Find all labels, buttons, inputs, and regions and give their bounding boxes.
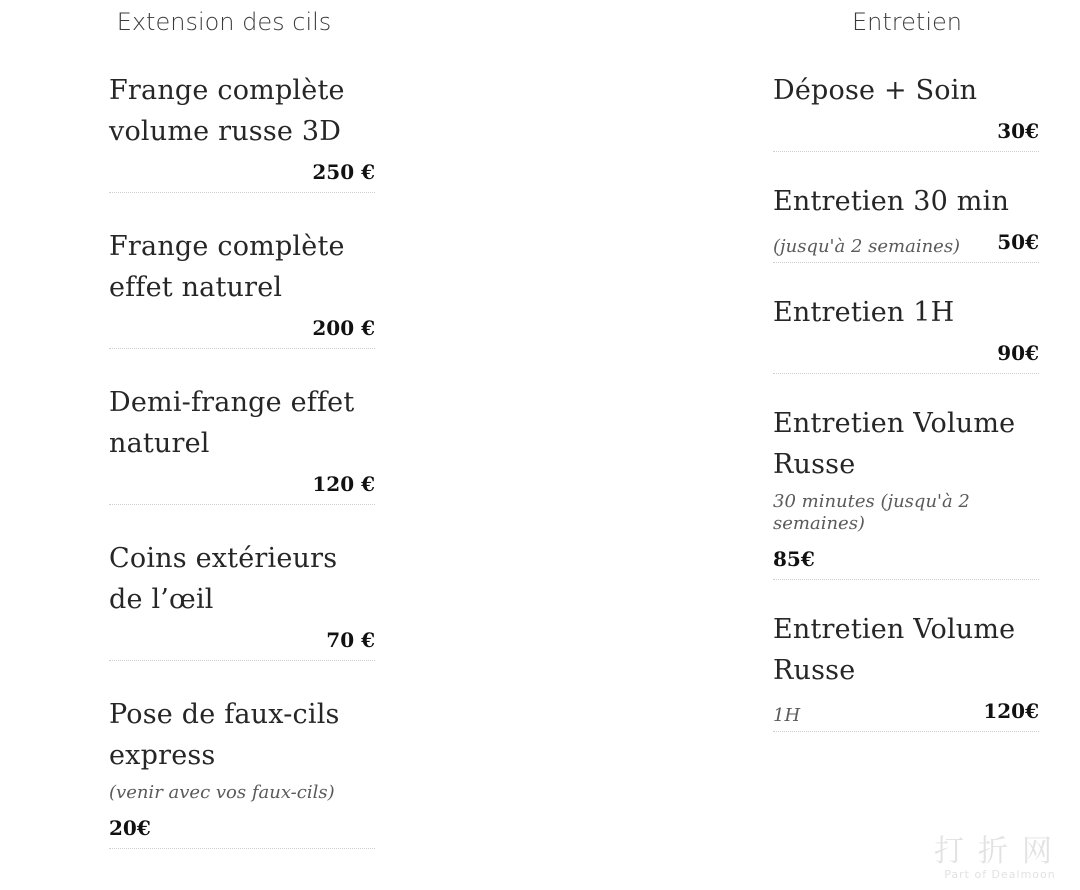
price-item — [773, 70, 1039, 152]
price-item — [109, 382, 375, 505]
price-row — [109, 156, 375, 188]
price-row — [109, 468, 375, 500]
service-price: 30€ — [997, 119, 1039, 143]
price-row — [109, 312, 375, 344]
eyelash-extension-column — [109, 0, 375, 882]
service-price: 20€ — [109, 816, 151, 840]
service-name: Entretien 30 min — [773, 186, 1010, 217]
price-row — [773, 695, 1039, 727]
watermark-en: Part of Dealmoon — [944, 868, 1056, 881]
service-price: 250 € — [312, 160, 375, 184]
price-row — [109, 624, 375, 656]
service-price: 70 € — [326, 628, 375, 652]
service-price: 120€ — [983, 699, 1039, 723]
price-row — [773, 337, 1039, 369]
price-item — [773, 181, 1039, 263]
extension-items — [109, 70, 375, 849]
service-price: 50€ — [997, 230, 1039, 254]
price-item — [109, 694, 375, 849]
dealmoon-watermark — [934, 836, 1066, 882]
maintenance-items — [773, 70, 1039, 732]
maintenance-column — [773, 0, 1039, 761]
service-note: (venir avec vos faux-cils) — [109, 782, 335, 803]
service-name: Pose de faux-cils express — [109, 699, 340, 771]
service-price: 90€ — [997, 341, 1039, 365]
column-title-extension: Extension des cils — [116, 8, 332, 36]
price-item — [773, 609, 1039, 732]
service-name: Entretien Volume Russe — [773, 614, 1016, 686]
service-name: Demi-frange effet naturel — [109, 387, 355, 459]
watermark-cn: 打折网 — [934, 834, 1066, 869]
column-title-maintenance: Entretien — [852, 8, 962, 36]
price-item — [109, 226, 375, 349]
service-name: Dépose + Soin — [773, 75, 978, 106]
price-row — [773, 226, 1039, 258]
service-note: 1H — [773, 705, 801, 726]
price-item — [109, 70, 375, 193]
price-item — [109, 538, 375, 661]
service-price: 200 € — [312, 316, 375, 340]
service-note: (jusqu'à 2 semaines) — [773, 236, 961, 257]
price-item — [773, 403, 1039, 580]
service-price: 120 € — [312, 472, 375, 496]
price-item — [773, 292, 1039, 374]
service-name: Entretien Volume Russe — [773, 408, 1016, 480]
service-price: 85€ — [773, 547, 815, 571]
service-name: Frange complète volume russe 3D — [109, 75, 345, 147]
service-note: 30 minutes (jusqu'à 2 semaines) — [773, 491, 970, 534]
service-name: Entretien 1H — [773, 297, 955, 328]
price-row — [109, 812, 375, 844]
price-row — [773, 115, 1039, 147]
price-row — [773, 543, 1039, 575]
service-name: Frange complète effet naturel — [109, 231, 345, 303]
service-name: Coins extérieurs de l’œil — [109, 543, 338, 615]
